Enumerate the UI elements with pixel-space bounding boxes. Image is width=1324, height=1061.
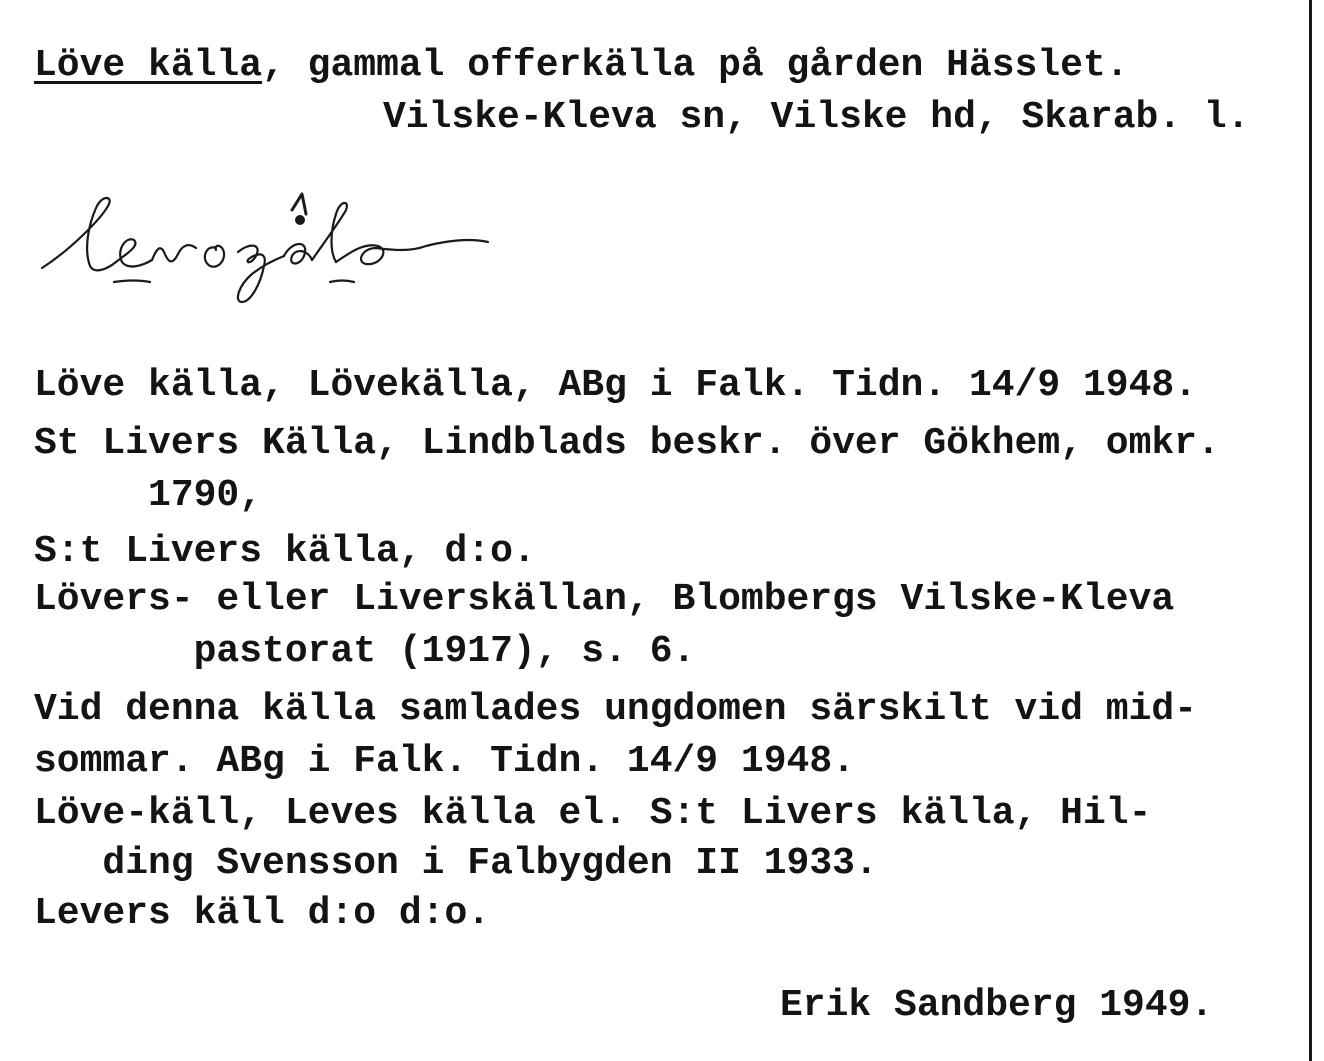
location-line: Vilske-Kleva sn, Vilske hd, Skarab. l. bbox=[383, 96, 1250, 139]
card-title-rest: , gammal offerkälla på gården Hässlet. bbox=[262, 44, 1129, 87]
entry-line-5: Lövers- eller Liverskällan, Blombergs Vilske-Kleva bbox=[34, 578, 1175, 621]
entry-line-4: S:t Livers källa, d:o. bbox=[34, 530, 536, 573]
entry-line-8: sommar. ABg i Falk. Tidn. 14/9 1948. bbox=[34, 740, 855, 783]
signature-line: Erik Sandberg 1949. bbox=[780, 984, 1214, 1027]
card-title-line bbox=[34, 44, 1129, 88]
card-right-edge bbox=[1309, 0, 1312, 1061]
handwritten-dialect-word bbox=[30, 170, 500, 320]
entry-line-2: St Livers Källa, Lindblads beskr. över Gökhem, omkr. bbox=[34, 422, 1220, 465]
entry-line-11: Levers käll d:o d:o. bbox=[34, 892, 491, 935]
entry-line-7: Vid denna källa samlades ungdomen särskilt vid mid- bbox=[34, 688, 1197, 731]
entry-line-3: 1790, bbox=[34, 474, 263, 517]
entry-line-9: Löve-käll, Leves källa el. S:t Livers källa, Hil- bbox=[34, 792, 1152, 835]
entry-line-6: pastorat (1917), s. 6. bbox=[34, 630, 696, 673]
entry-line-10: ding Svensson i Falbygden II 1933. bbox=[34, 842, 878, 885]
card-title-underlined: Löve källa bbox=[34, 44, 263, 87]
entry-line-1: Löve källa, Lövekälla, ABg i Falk. Tidn. 14/9 1948. bbox=[34, 364, 1197, 407]
